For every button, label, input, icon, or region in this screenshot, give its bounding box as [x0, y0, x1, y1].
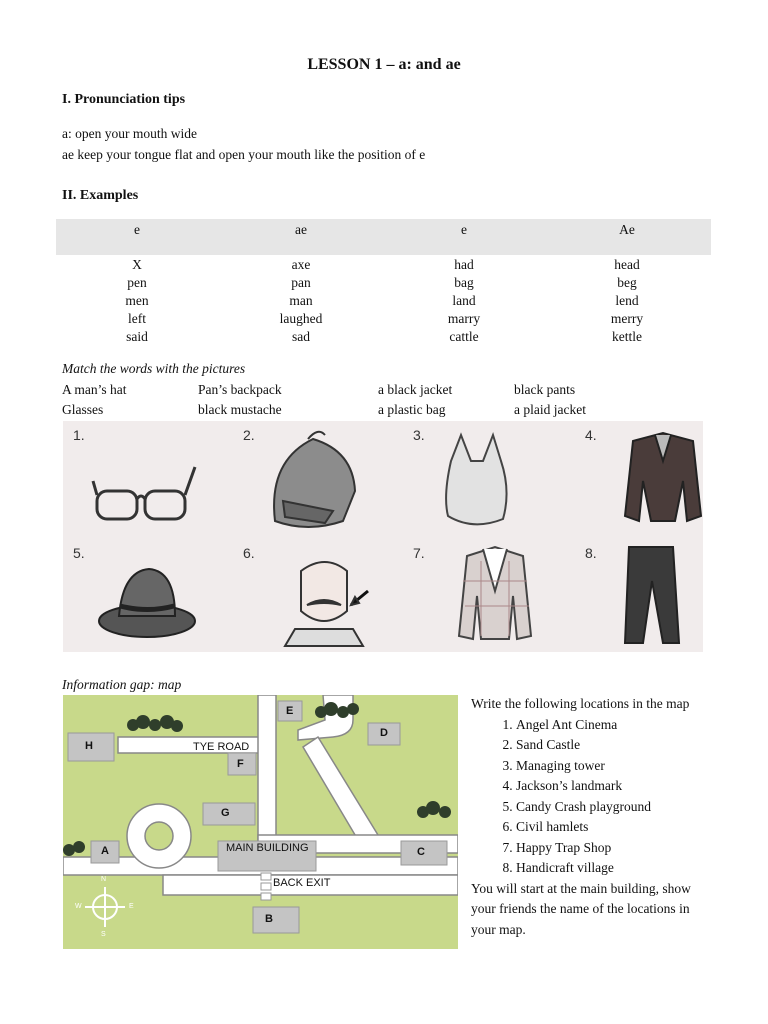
- table-cell: merry: [610, 311, 644, 326]
- location-letter: G: [221, 807, 230, 819]
- location-letter: F: [237, 758, 244, 770]
- match-word: black pants: [514, 382, 576, 397]
- match-word: a plastic bag: [378, 402, 446, 417]
- location-letter: E: [286, 705, 294, 717]
- exit-label: BACK EXIT: [273, 877, 331, 889]
- column-header: ae: [295, 222, 307, 237]
- table-cell: men: [125, 293, 149, 308]
- location-letter: D: [380, 727, 388, 739]
- location-letter: H: [85, 740, 93, 752]
- compass-icon: [85, 887, 125, 927]
- building-b: [253, 907, 299, 933]
- picture-number: 5.: [73, 545, 85, 561]
- picture-number: 3.: [413, 427, 425, 443]
- table-cell: beg: [617, 275, 637, 290]
- table-column: [567, 256, 687, 346]
- match-word: a plaid jacket: [514, 402, 586, 417]
- table-cell: X: [132, 257, 142, 272]
- picture-number: 6.: [243, 545, 255, 561]
- list-item: 3. Managing tower: [516, 756, 701, 777]
- list-item: 1. Angel Ant Cinema: [516, 715, 701, 736]
- hat-icon: [99, 569, 195, 637]
- match-word: Pan’s backpack: [198, 382, 282, 397]
- locations-list: [471, 715, 701, 879]
- list-item: 8. Handicraft village: [516, 858, 701, 879]
- road-label: TYE ROAD: [193, 741, 250, 753]
- map-panel: [63, 695, 458, 949]
- list-item: 4. Jackson’s landmark: [516, 776, 701, 797]
- table-cell: lend: [615, 293, 639, 308]
- picture-number: 1.: [73, 427, 85, 443]
- table-cell: laughed: [279, 311, 323, 326]
- match-word: a black jacket: [378, 382, 453, 397]
- list-item: 2. Sand Castle: [516, 735, 701, 756]
- list-item: 7. Happy Trap Shop: [516, 838, 701, 859]
- picture-number: 4.: [585, 427, 597, 443]
- map-task: [471, 694, 701, 940]
- table-column: [404, 256, 524, 346]
- pants-icon: [625, 547, 679, 643]
- backpack-icon: [274, 432, 355, 527]
- table-cell: pen: [127, 275, 147, 290]
- table-cell: sad: [292, 329, 310, 344]
- column-header: e: [461, 222, 467, 237]
- table-cell: left: [128, 311, 146, 326]
- match-instruction: Match the words with the pictures: [62, 361, 246, 376]
- plastic-bag-icon: [446, 435, 506, 524]
- picture-number: 7.: [413, 545, 425, 561]
- table-cell: kettle: [612, 329, 642, 344]
- task-intro: Write the following locations in the map: [471, 696, 690, 711]
- match-word: A man’s hat: [62, 382, 127, 397]
- pictures-panel: [63, 421, 703, 652]
- list-item: 5. Candy Crash playground: [516, 797, 701, 818]
- picture-number: 8.: [585, 545, 597, 561]
- column-header: Ae: [619, 222, 635, 237]
- map-heading: Information gap: map: [62, 677, 182, 692]
- table-cell: head: [614, 257, 640, 272]
- compass-label: S: [101, 931, 106, 938]
- table-cell: bag: [454, 275, 474, 290]
- table-cell: cattle: [449, 329, 479, 344]
- table-cell: axe: [291, 257, 311, 272]
- mustache-man-icon: [285, 562, 368, 646]
- location-letter: A: [101, 845, 109, 857]
- plaid-jacket-icon: [459, 547, 531, 639]
- location-letter: B: [265, 913, 273, 925]
- compass-label: N: [101, 876, 107, 883]
- glasses-icon: [93, 467, 195, 519]
- table-cell: marry: [447, 311, 481, 326]
- compass-label: W: [75, 903, 82, 910]
- compass-label: E: [129, 903, 134, 910]
- match-word: Glasses: [62, 402, 104, 417]
- picture-number: 2.: [243, 427, 255, 443]
- match-word: black mustache: [198, 402, 282, 417]
- table-cell: land: [452, 293, 476, 308]
- task-outro: You will start at the main building, show your friends the name of the locations in your map.: [471, 880, 691, 937]
- building-label: MAIN BUILDING: [226, 842, 309, 854]
- section-heading-examples: II. Examples: [62, 188, 139, 203]
- jacket-icon: [625, 433, 701, 521]
- table-cell: had: [454, 257, 474, 272]
- page-title: LESSON 1 – a: and ae: [307, 56, 461, 73]
- column-header: e: [134, 222, 140, 237]
- table-column: [241, 256, 361, 346]
- tip-line: a: open your mouth wide: [62, 126, 197, 141]
- location-letter: C: [417, 846, 425, 858]
- list-item: 6. Civil hamlets: [516, 817, 701, 838]
- section-heading-pronunciation: I. Pronunciation tips: [62, 92, 186, 107]
- table-cell: man: [289, 293, 313, 308]
- table-cell: said: [126, 329, 148, 344]
- table-cell: pan: [291, 275, 311, 290]
- tip-line: ae keep your tongue flat and open your mouth like the position of e: [62, 147, 426, 162]
- table-column: [77, 256, 197, 346]
